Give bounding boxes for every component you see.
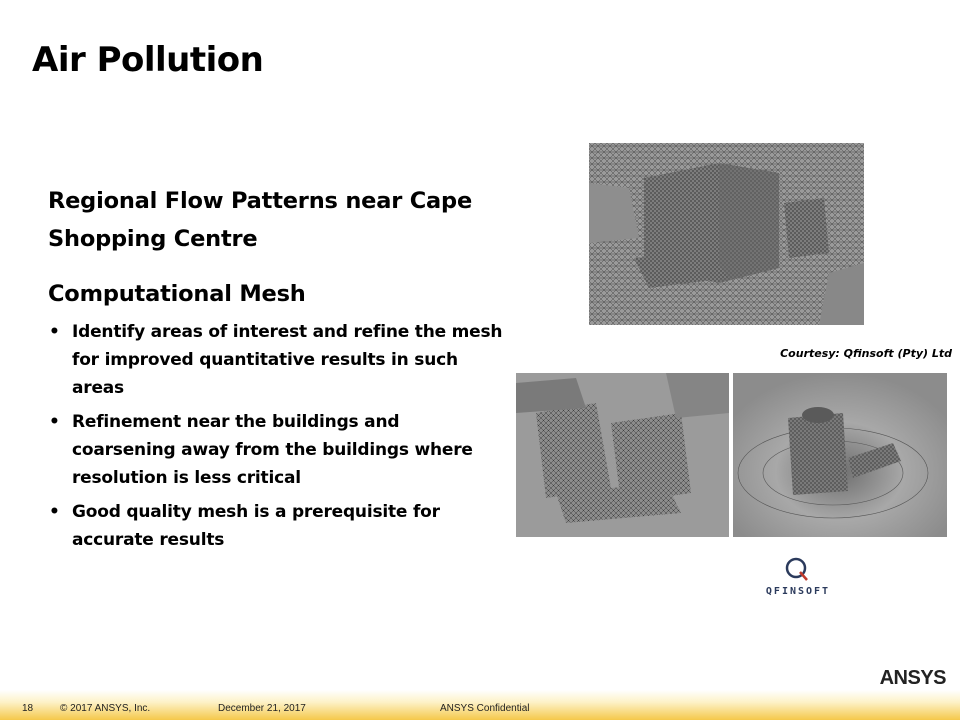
courtesy-caption: Courtesy: Qfinsoft (Pty) Ltd (780, 347, 952, 360)
qfinsoft-logo-icon (784, 556, 810, 582)
ansys-logo: ANSYS (879, 667, 946, 689)
heading-computational-mesh: Computational Mesh (48, 281, 306, 307)
bullet-item (48, 498, 508, 554)
mesh-image-building-refinement (733, 373, 947, 537)
bullet-item (48, 318, 508, 402)
bullet-list (48, 318, 508, 560)
qfinsoft-logo-text: QFINSOFT (765, 586, 831, 597)
bullet-text: Good quality mesh is a prerequisite for accurate results (72, 502, 440, 550)
mesh-image-building-closeup (589, 143, 864, 325)
footer-copyright: © 2017 ANSYS, Inc. (60, 703, 151, 714)
bullet-icon: • (49, 412, 60, 432)
page-number: 18 (22, 703, 34, 714)
bullet-text: Refinement near the buildings and coarsening away from the buildings where resolution is less critical (72, 412, 473, 488)
bullet-item (48, 408, 508, 492)
bullet-icon: • (49, 322, 60, 342)
footer-date: December 21, 2017 (218, 703, 306, 714)
bullet-text: Identify areas of interest and refine the mesh for improved quantitative results in such areas (72, 322, 503, 398)
heading-regional-flow: Regional Flow Patterns near Cape Shopping Centre (48, 188, 473, 252)
qfinsoft-logo (748, 556, 848, 602)
slide-title: Air Pollution (32, 40, 264, 80)
bullet-icon: • (49, 502, 60, 522)
footer-confidential: ANSYS Confidential (440, 703, 530, 714)
mesh-image-buildings-cluster (516, 373, 729, 537)
